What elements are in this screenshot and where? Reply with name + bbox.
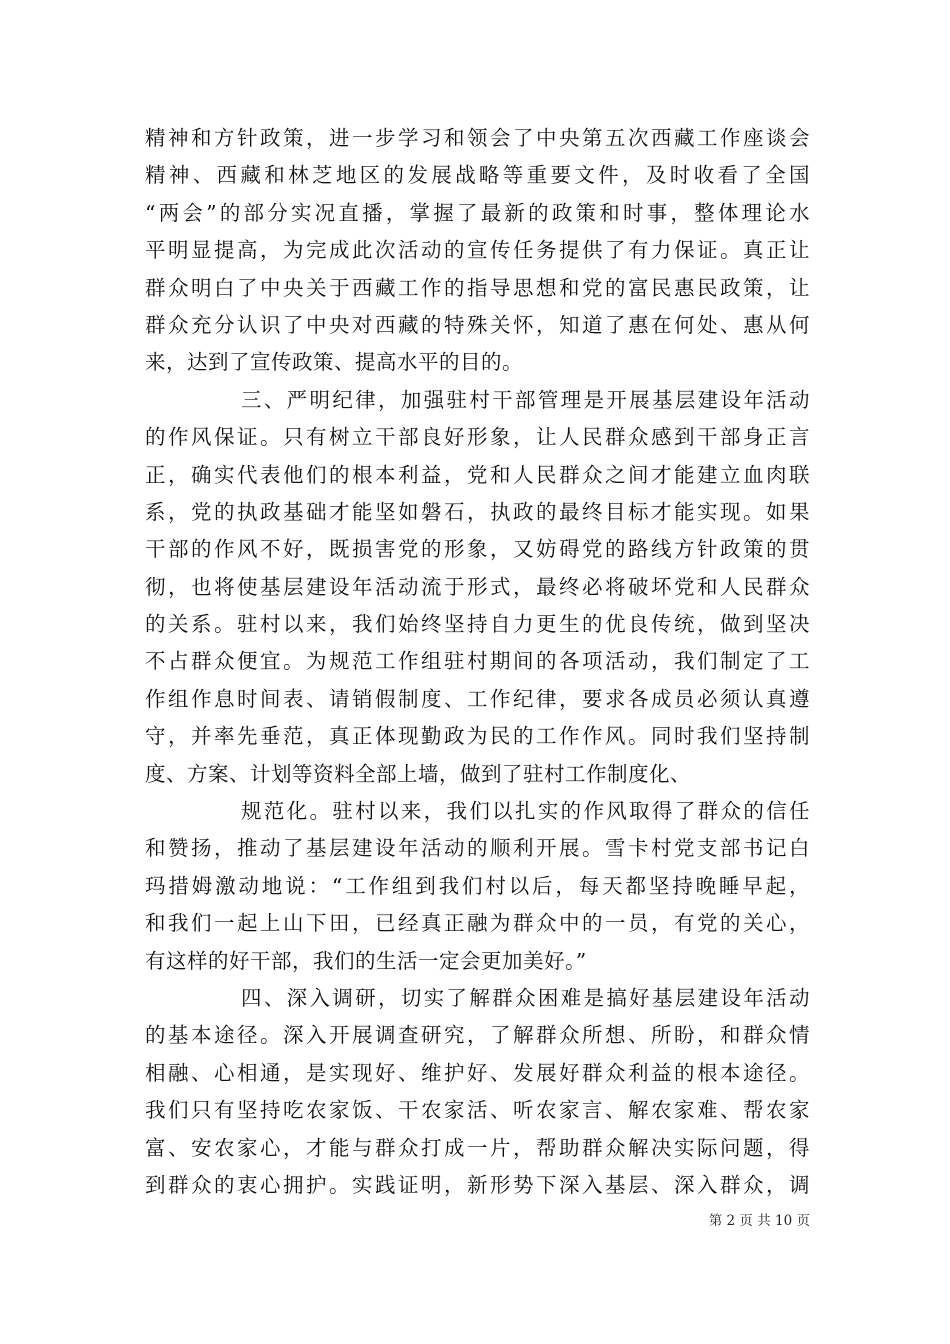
text-line: 规范化。驻村以来，我们以扎实的作风取得了群众的信任: [241, 799, 810, 824]
text-line: 的关系。驻村以来，我们始终坚持自力更生的优良传统，做到坚决: [145, 612, 810, 637]
text-line: 平明显提高，为完成此次活动的宣传任务提供了有力保证。真正让: [145, 238, 810, 263]
text-line: 富、安农家心，才能与群众打成一片，帮助群众解决实际问题，得: [145, 1135, 810, 1160]
text-line: 有这样的好干部，我们的生活一定会更加美好。”: [145, 948, 587, 973]
text-line: 干部的作风不好，既损害党的形象，又妨碍党的路线方针政策的贯: [145, 537, 810, 562]
text-line: 的作风保证。只有树立干部良好形象，让人民群众感到干部身正言: [145, 425, 810, 450]
section-heading-line: 四、深入调研，切实了解群众困难是搞好基层建设年活动: [241, 985, 810, 1010]
text-line: 和赞扬，推动了基层建设年活动的顺利开展。雪卡村党支部书记白: [145, 836, 810, 861]
text-line: “两会”的部分实况直播，掌握了最新的政策和时事，整体理论水: [145, 200, 810, 225]
text-line: 守，并率先垂范，真正体现勤政为民的工作作风。同时我们坚持制: [145, 724, 810, 749]
text-line: 和我们一起上山下田，已经真正融为群众中的一员，有党的关心，: [145, 911, 810, 936]
text-line: 玛措姆激动地说：“工作组到我们村以后，每天都坚持晚睡早起，: [145, 873, 810, 898]
text-line: 精神和方针政策，进一步学习和领会了中央第五次西藏工作座谈会: [145, 126, 810, 150]
text-line: 不占群众便宜。为规范工作组驻村期间的各项活动，我们制定了工: [145, 649, 810, 674]
text-line: 正，确实代表他们的根本利益，党和人民群众之间才能建立血肉联: [145, 462, 810, 487]
text-line: 群众充分认识了中央对西藏的特殊关怀，知道了惠在何处、惠从何: [145, 312, 810, 337]
text-line: 群众明白了中央关于西藏工作的指导思想和党的富民惠民政策，让: [145, 275, 810, 300]
text-line: 相融、心相通，是实现好、维护好、发展好群众利益的根本途径。: [145, 1060, 810, 1085]
text-line: 精神、西藏和林芝地区的发展战略等重要文件，及时收看了全国: [145, 163, 810, 188]
text-line: 作组作息时间表、请销假制度、工作纪律，要求各成员必须认真遵: [145, 686, 810, 711]
text-line: 度、方案、计划等资料全部上墙，做到了驻村工作制度化、: [145, 761, 691, 786]
text-line: 彻，也将使基层建设年活动流于形式，最终必将破坏党和人民群众: [145, 574, 810, 599]
text-line: 到群众的衷心拥护。实践证明，新形势下深入基层、深入群众，调: [145, 1172, 810, 1197]
text-line: 的基本途径。深入开展调查研究，了解群众所想、所盼，和群众情: [145, 1023, 810, 1048]
page-number-footer: 第 2 页 共 10 页: [708, 1213, 810, 1229]
document-body: [145, 120, 810, 1204]
section-heading-line: 三、严明纪律，加强驻村干部管理是开展基层建设年活动: [241, 387, 810, 412]
text-line: 来，达到了宣传政策、提高水平的目的。: [145, 350, 523, 375]
text-line: 我们只有坚持吃农家饭、干农家活、听农家言、解农家难、帮农家: [145, 1098, 810, 1123]
text-line: 系，党的执政基础才能坚如磐石，执政的最终目标才能实现。如果: [145, 499, 810, 524]
